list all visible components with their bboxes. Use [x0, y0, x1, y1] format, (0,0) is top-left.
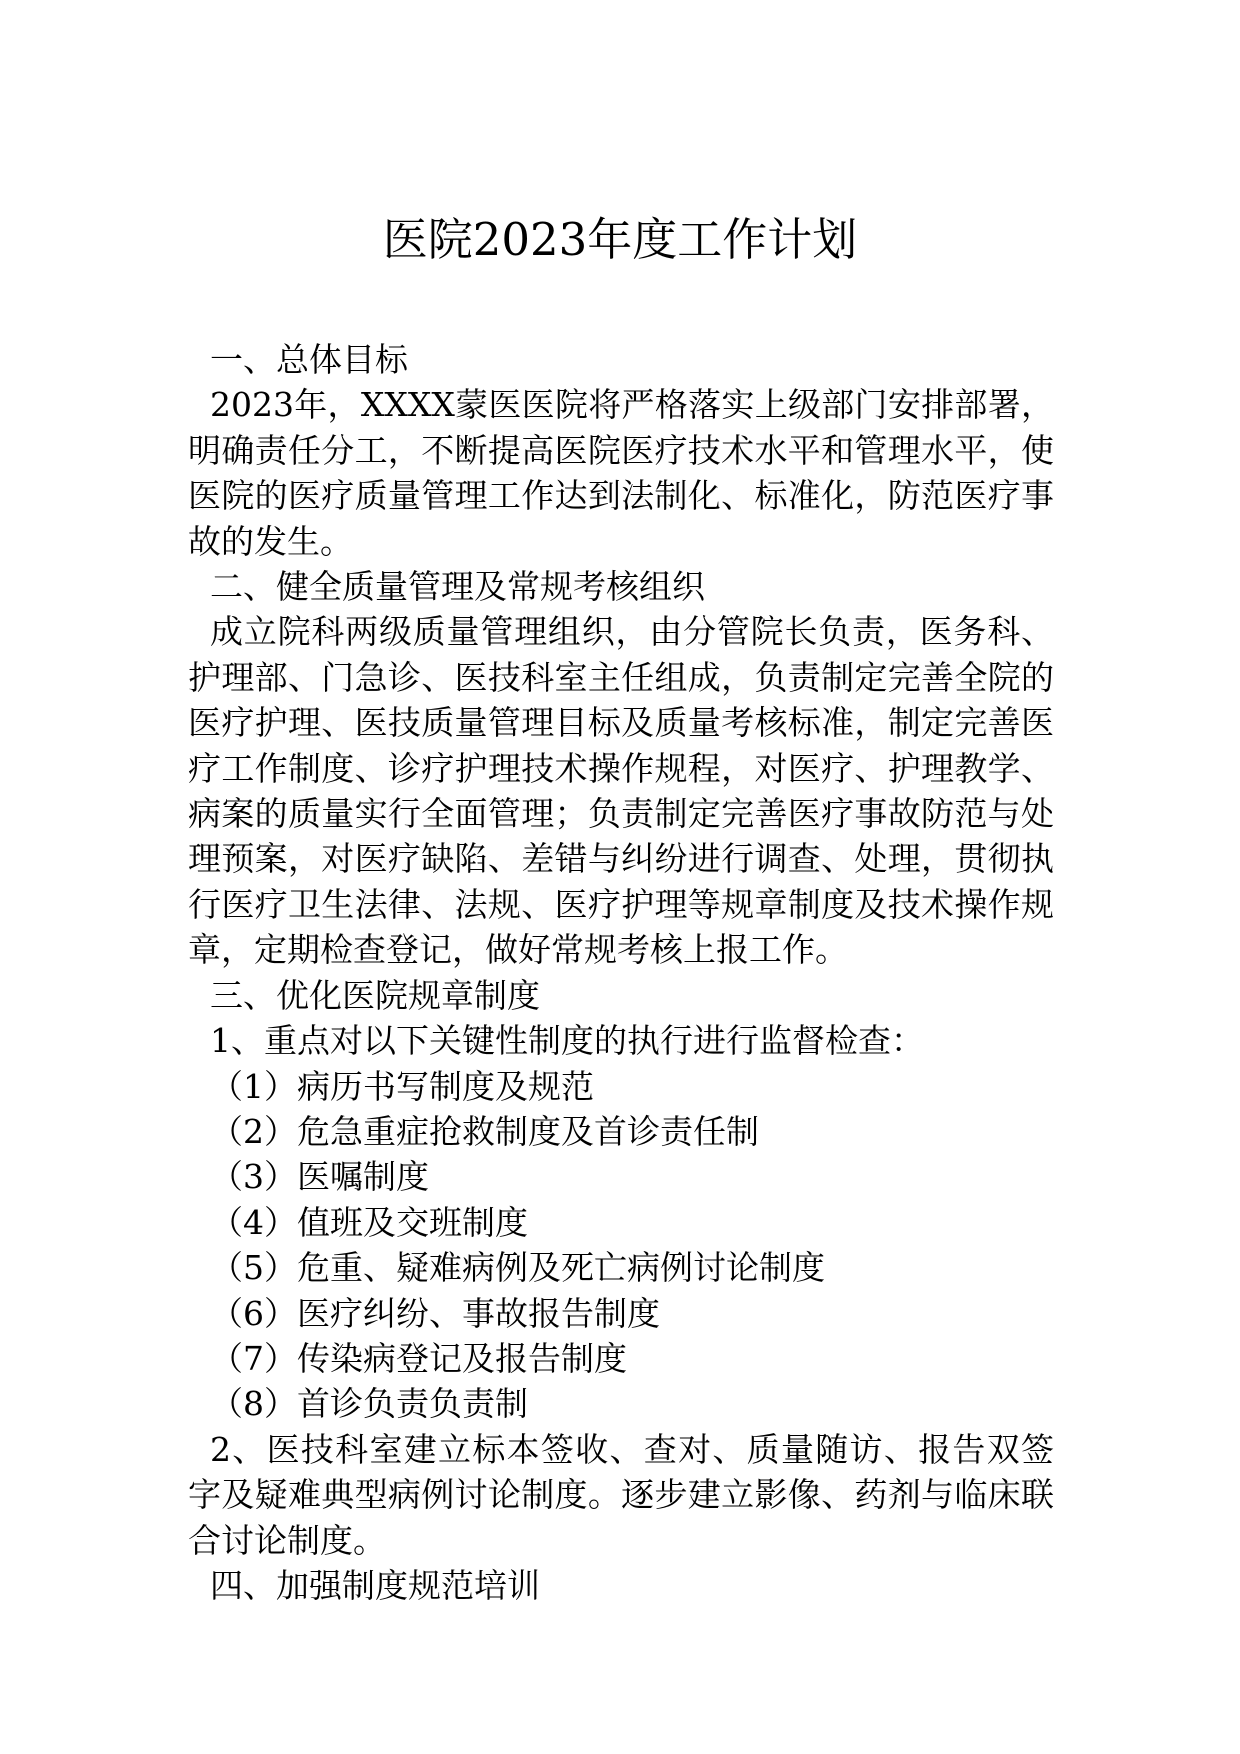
document-body: [188, 337, 1054, 1608]
list-item: （4）值班及交班制度: [210, 1202, 528, 1242]
section-heading-4: 四、加强制度规范培训: [210, 1565, 540, 1605]
section-heading-2: 二、健全质量管理及常规考核组织: [210, 567, 705, 607]
list-item: （2）危急重症抢救制度及首诊责任制: [210, 1111, 759, 1151]
paragraph-overall-goal: 2023年，XXXX蒙医医院将严格落实上级部门安排部署，明确责任分工，不断提高医院医疗技术水平和管理水平，使医院的医疗质量管理工作达到法制化、标准化，防范医疗事故的发生。: [188, 385, 1054, 561]
list-item: （7）传染病登记及报告制度: [210, 1338, 627, 1378]
list-item: （6）医疗纠纷、事故报告制度: [210, 1293, 660, 1333]
section-heading-1: 一、总体目标: [210, 340, 408, 379]
section-heading-3: 三、优化医院规章制度: [210, 975, 540, 1015]
paragraph-key-systems: 1、重点对以下关键性制度的执行进行监督检查：: [210, 1021, 924, 1061]
list-item: （3）医嘱制度: [210, 1157, 429, 1197]
paragraph-quality-organization: 成立院科两级质量管理组织，由分管院长负责，医务科、护理部、门急诊、医技科室主任组成，负责制定完善全院的医疗护理、医技质量管理目标及质量考核标准，制定完善医疗工作制度、诊疗护理技术操作规程，对医疗、护理教学、病案的质量实行全面管理；负责制定完善医疗事故防范与处理预案，对医疗缺陷、差错与纠纷进行调查、处理，贯彻执行医疗卫生法律、法规、医疗护理等规章制度及技术操作规章，定期检查登记，做好常规考核上报工作。: [188, 612, 1054, 970]
list-item: （5）危重、疑难病例及死亡病例讨论制度: [210, 1248, 825, 1288]
list-item: （8）首诊负责负责制: [210, 1384, 528, 1424]
page-title: 医院2023年度工作计划: [382, 213, 858, 266]
list-item: （1）病历书写制度及规范: [210, 1066, 594, 1106]
paragraph-medical-tech: 2、医技科室建立标本签收、查对、质量随访、报告双签字及疑难典型病例讨论制度。逐步建立影像、药剂与临床联合讨论制度。: [188, 1429, 1054, 1560]
